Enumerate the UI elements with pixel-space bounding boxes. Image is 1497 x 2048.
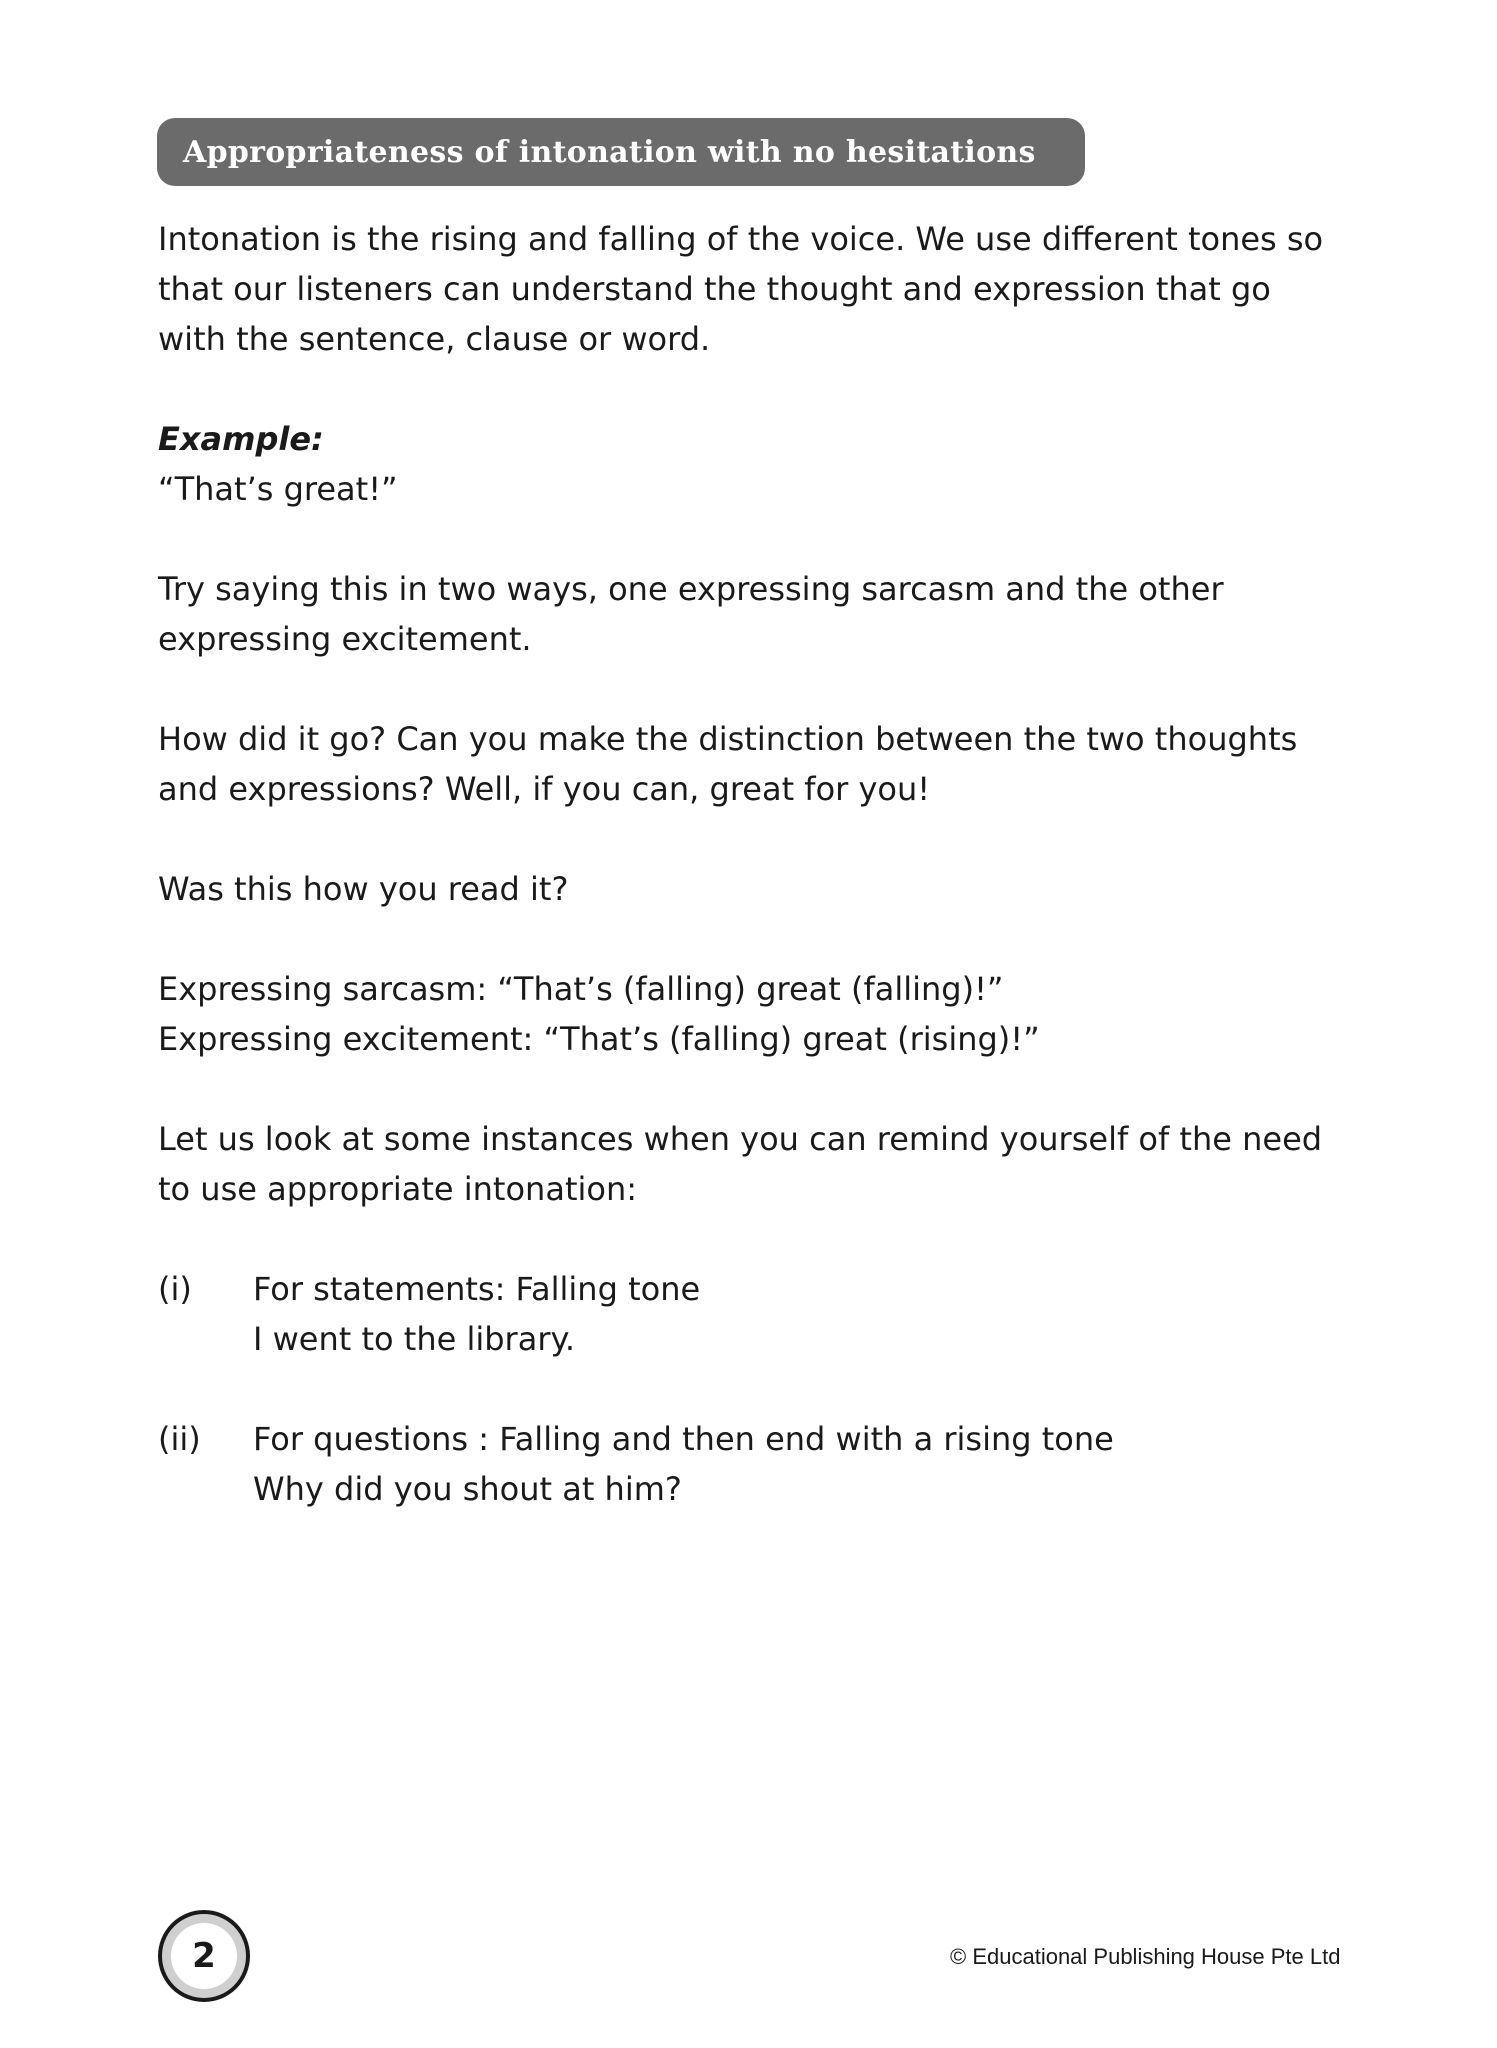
page-number-badge — [158, 1910, 250, 2002]
excitement-line: Expressing excitement: “That’s (falling) great (rising)!” — [158, 1020, 1040, 1058]
example-quote: “That’s great!” — [158, 470, 398, 508]
list-item-title: For questions : Falling and then end with a rising tone — [253, 1420, 1114, 1458]
list-body — [253, 1264, 700, 1364]
example-label: Example: — [158, 420, 324, 458]
list-item — [158, 1414, 1344, 1514]
sarcasm-line: Expressing sarcasm: “That’s (falling) great (falling)!” — [158, 970, 1004, 1008]
list-item-example: I went to the library. — [253, 1320, 576, 1358]
main-content — [158, 214, 1344, 1564]
try-saying-paragraph: Try saying this in two ways, one expressing sarcasm and the other expressing excitement. — [158, 570, 1224, 658]
list-marker: (ii) — [158, 1420, 201, 1458]
section-heading-text: Appropriateness of intonation with no hesitations — [183, 134, 1036, 170]
how-did-it-go-paragraph: How did it go? Can you make the distinction between the two thoughts and expressions? Well, if you can, great for you! — [158, 720, 1298, 808]
instances-paragraph: Let us look at some instances when you can remind yourself of the need to use appropriate intonation: — [158, 1120, 1323, 1208]
list-item-title: For statements: Falling tone — [253, 1270, 701, 1308]
list-item — [158, 1264, 1344, 1364]
intro-paragraph: Intonation is the rising and falling of the voice. We use different tones so that our listeners can understand the thought and expression that go with the sentence, clause or word. — [158, 220, 1324, 358]
intonation-examples — [158, 964, 1344, 1064]
page-number: 2 — [171, 1923, 237, 1989]
list-item-example: Why did you shout at him? — [253, 1470, 682, 1508]
copyright-notice: © Educational Publishing House Pte Ltd — [950, 1944, 1341, 1969]
section-heading — [157, 118, 1085, 186]
list-marker: (i) — [158, 1270, 192, 1308]
list-body — [253, 1414, 1114, 1514]
was-this-paragraph: Was this how you read it? — [158, 870, 569, 908]
